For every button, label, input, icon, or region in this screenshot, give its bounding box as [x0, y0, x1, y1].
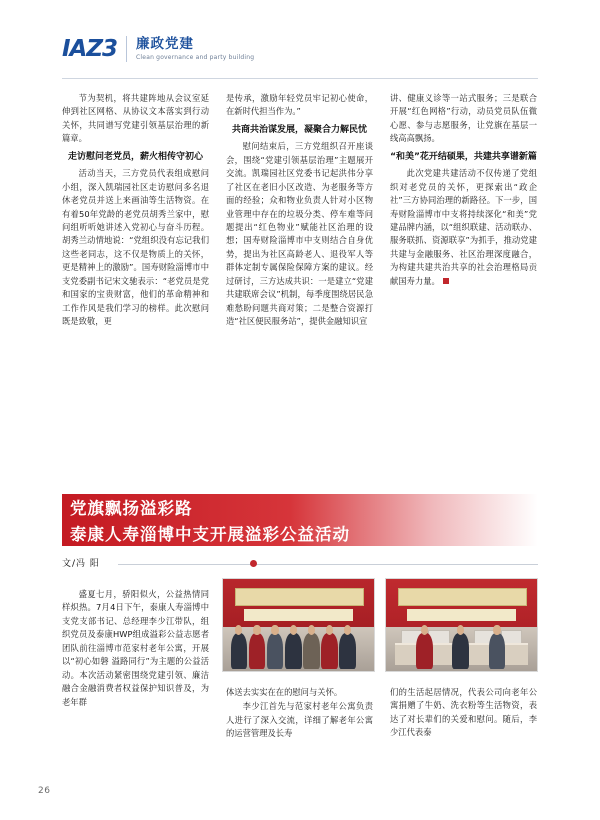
- publication-name-cn: 廉政党建: [136, 36, 195, 53]
- page-number: 26: [38, 786, 51, 796]
- byline-dot: [250, 560, 257, 567]
- article-bottom-column-2: [226, 686, 373, 742]
- article-bottom-columns-lower: [62, 686, 538, 742]
- paragraph: [390, 167, 537, 288]
- feature-title-line-2: 泰康人寿淄博中支开展溢彩公益活动: [70, 524, 350, 544]
- paragraph-text: 此次党建共建活动不仅传递了党组织对老党员的关怀，更探索出“政企社”三方协同治理的新路径。下一步，国寿财险淄博市中支将持续深化“和美”党建品牌内涵，以“组织联建、活动联办、服务联抓、资源联享”为抓手，推动党建共建与金融服务、社区治理深度融合，为构建共建共治共享的社会治理格局贡献国寿力量。: [390, 168, 537, 286]
- paragraph: 盛夏七月，骄阳似火，公益热情同样炽热。7月4日下午，泰康人寿淄博中支党支部书记、总经理李少江带队，组织党员及泰康HWP组成溢彩公益志愿者团队前往淄博市范家村老年公寓，开展以“初心如磐 溢路同行”为主题的公益活动。本次活动紧密围绕党建引领、廉洁融合金融消费者权益保护知识普及，为老年群: [62, 589, 209, 707]
- paragraph: 是传承，激励年轻党员牢记初心使命，在新时代担当作为。”: [226, 93, 373, 117]
- publication-name-en: Clean governance and party building: [136, 54, 255, 62]
- section-subheading: 共商共治谋发展，凝聚合力解民忧: [231, 124, 367, 135]
- paragraph: 体送去实实在在的慰问与关怀。: [226, 687, 343, 697]
- article-column-1: [62, 92, 209, 330]
- paragraph: 慰问结束后，三方党组织召开座谈会，围绕“党建引领基层治理”主题展开交流。凯瑞园社区党委书记起洪伟分享了社区在老旧小区改造、为老服务等方面的经验；众和物业负责人针对小区物业管理中存在的垃圾分类、停车难等问题提出“红色物业”赋能社区治理的设想；国寿财险淄博市中支则结合自身优势，提出为社区高龄老人、退役军人等群体定制专属保险保障方案的建议。经过研讨，三方达成共识：一是建立“党建共建联席会议”机制，每季度围绕居民急难愁盼问题共商对策；二是整合资源打造“社区便民服务站”，提供金融知识宣: [226, 141, 373, 327]
- feature-title: [70, 496, 350, 547]
- section-subheading: 走访慰问老党员，薪火相传守初心: [67, 151, 203, 162]
- paragraph: 活动当天，三方党员代表组成慰问小组，深入凯瑞园社区走访慰问多名退休老党员并送上来画油等生活物资。在有着50年党龄的老党员胡秀兰家中，慰问组听听她讲述入党初心与奋斗历程。胡秀兰动情地说：“党组织没有忘记我们这些老同志，这不仅是物质上的关怀，更是精神上的激励”。国寿财险淄博市中支党委副书记宋文驰表示：“老党员是党和国家的宝贵财富，他们的革命精神和工作作风是我们学习的榜样。此次慰问既是致敬，更: [62, 168, 209, 327]
- article-column-3: [390, 92, 537, 330]
- article-bottom-column-3: [390, 686, 537, 742]
- article-bottom-column-1-lower: [62, 686, 209, 742]
- paragraph: 李少江首先与范家村老年公寓负责人进行了深入交流，详细了解老年公寓的运营管理及长寿: [226, 701, 373, 739]
- end-mark: [443, 278, 449, 284]
- masthead: [62, 36, 254, 62]
- article-top-columns: [62, 92, 538, 330]
- byline-row: [62, 556, 538, 572]
- logo-divider: [126, 36, 127, 62]
- byline-rule: [118, 564, 538, 565]
- paragraph: 节为契机，将共建阵地从会议室延伸到社区网格、从协议文本落实到行动关怀，共同谱写党建引领基层治理的新篇章。: [62, 93, 209, 144]
- header-rule: [62, 78, 538, 79]
- feature-title-line-1: 党旗飘扬溢彩路: [70, 499, 193, 518]
- feature-banner: [62, 492, 538, 550]
- section-subheading: “和美”花开结硕果，共建共享谱新篇: [390, 151, 537, 162]
- publication-logo-mark: IAZ3: [62, 35, 118, 62]
- paragraph: 们的生活起居情况，代表公司向老年公寓捐赠了牛奶、洗衣粉等生活物资，表达了对长辈们的关爱和慰问。随后，李少江代表泰: [390, 687, 537, 738]
- paragraph: 讲、健康义诊等一站式服务；三是联合开展“红色网格”行动，动员党员队伍微心愿、参与志愿服务，让党旗在基层一线高高飘扬。: [390, 93, 537, 144]
- byline: 文/冯 阳: [62, 559, 100, 569]
- article-column-2: [226, 92, 373, 330]
